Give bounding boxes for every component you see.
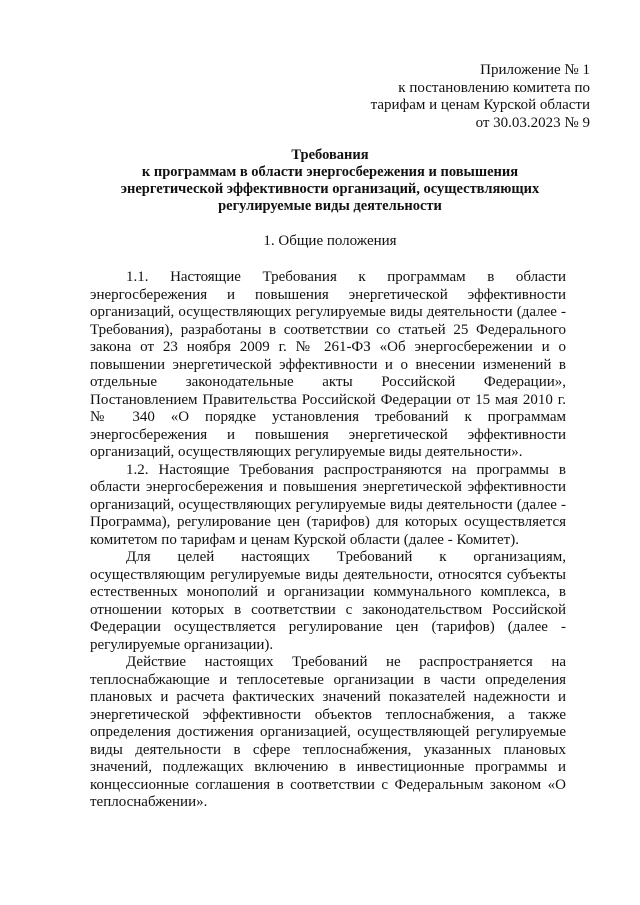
appendix-line-2: к постановлению комитета по	[398, 79, 590, 96]
title-line-3: энергетической эффективности организаций, осуществляющих	[120, 181, 540, 197]
appendix-header	[330, 62, 590, 132]
title-line-2: к программам в области энергосбережения и повышения	[141, 164, 519, 180]
title-line-4: регулируемые виды деятельности	[218, 198, 442, 214]
title-line-1: Требования	[291, 147, 369, 163]
paragraph-regulated-orgs: Для целей настоящих Требований к организациям, осуществляющим регулируемые виды деятельности, относятся субъекты естественных монополий и организации коммунального комплекса, в отношении которых в соответствии с законодательством Российской Федерации осуществляется регулирование цен (тарифов) (далее - регулируемые организации).	[90, 549, 566, 653]
paragraph-1-1: 1.1. Настоящие Требования к программам в области энергосбережения и повышения энергетической эффективности организаций, осуществляющих регулируемые виды деятельности (далее - Требования), разработаны в соответствии со статьей 25 Федерального закона от 23 ноября 2009 г. № 261-ФЗ «Об энергосбережении и о повышении энергетической эффективности и о внесении изменений в отдельные законодательные акты Российской Федерации», Постановлением Правительства Российской Федерации от 15 мая 2010 г. № 340 «О порядке установления требований к программам энергосбережения и повышения энергетической эффективности организаций, осуществляющих регулируемые виды деятельности».	[90, 269, 566, 460]
paragraph-1-2: 1.2. Настоящие Требования распространяются на программы в области энергосбережения и повышения энергетической эффективности организаций, осуществляющих регулируемые виды деятельности (далее - Программа), регулирование цен (тарифов) для которых осуществляется комитетом по тарифам и ценам Курской области (далее - Комитет).	[90, 461, 566, 548]
section-heading: 1. Общие положения	[263, 233, 397, 249]
appendix-line-4: от 30.03.2023 № 9	[475, 114, 590, 131]
appendix-line-3: тарифам и ценам Курской области	[370, 97, 590, 113]
appendix-line-1: Приложение № 1	[480, 62, 590, 78]
document-title	[90, 147, 570, 215]
paragraph-heat-supply: Действие настоящих Требований не распространяется на теплоснабжающие и теплосетевые организации в части определения плановых и расчета фактических значений показателей надежности и энергетической эффективности объектов теплоснабжения, а также определения достижения организацией, осуществляющей регулируемые виды деятельности в сфере теплоснабжения, указанных плановых значений, подлежащих включению в инвестиционные программы и концессионные соглашения в соответствии с Федеральным законом «О теплоснабжении».	[90, 654, 566, 810]
document-body	[90, 269, 566, 812]
